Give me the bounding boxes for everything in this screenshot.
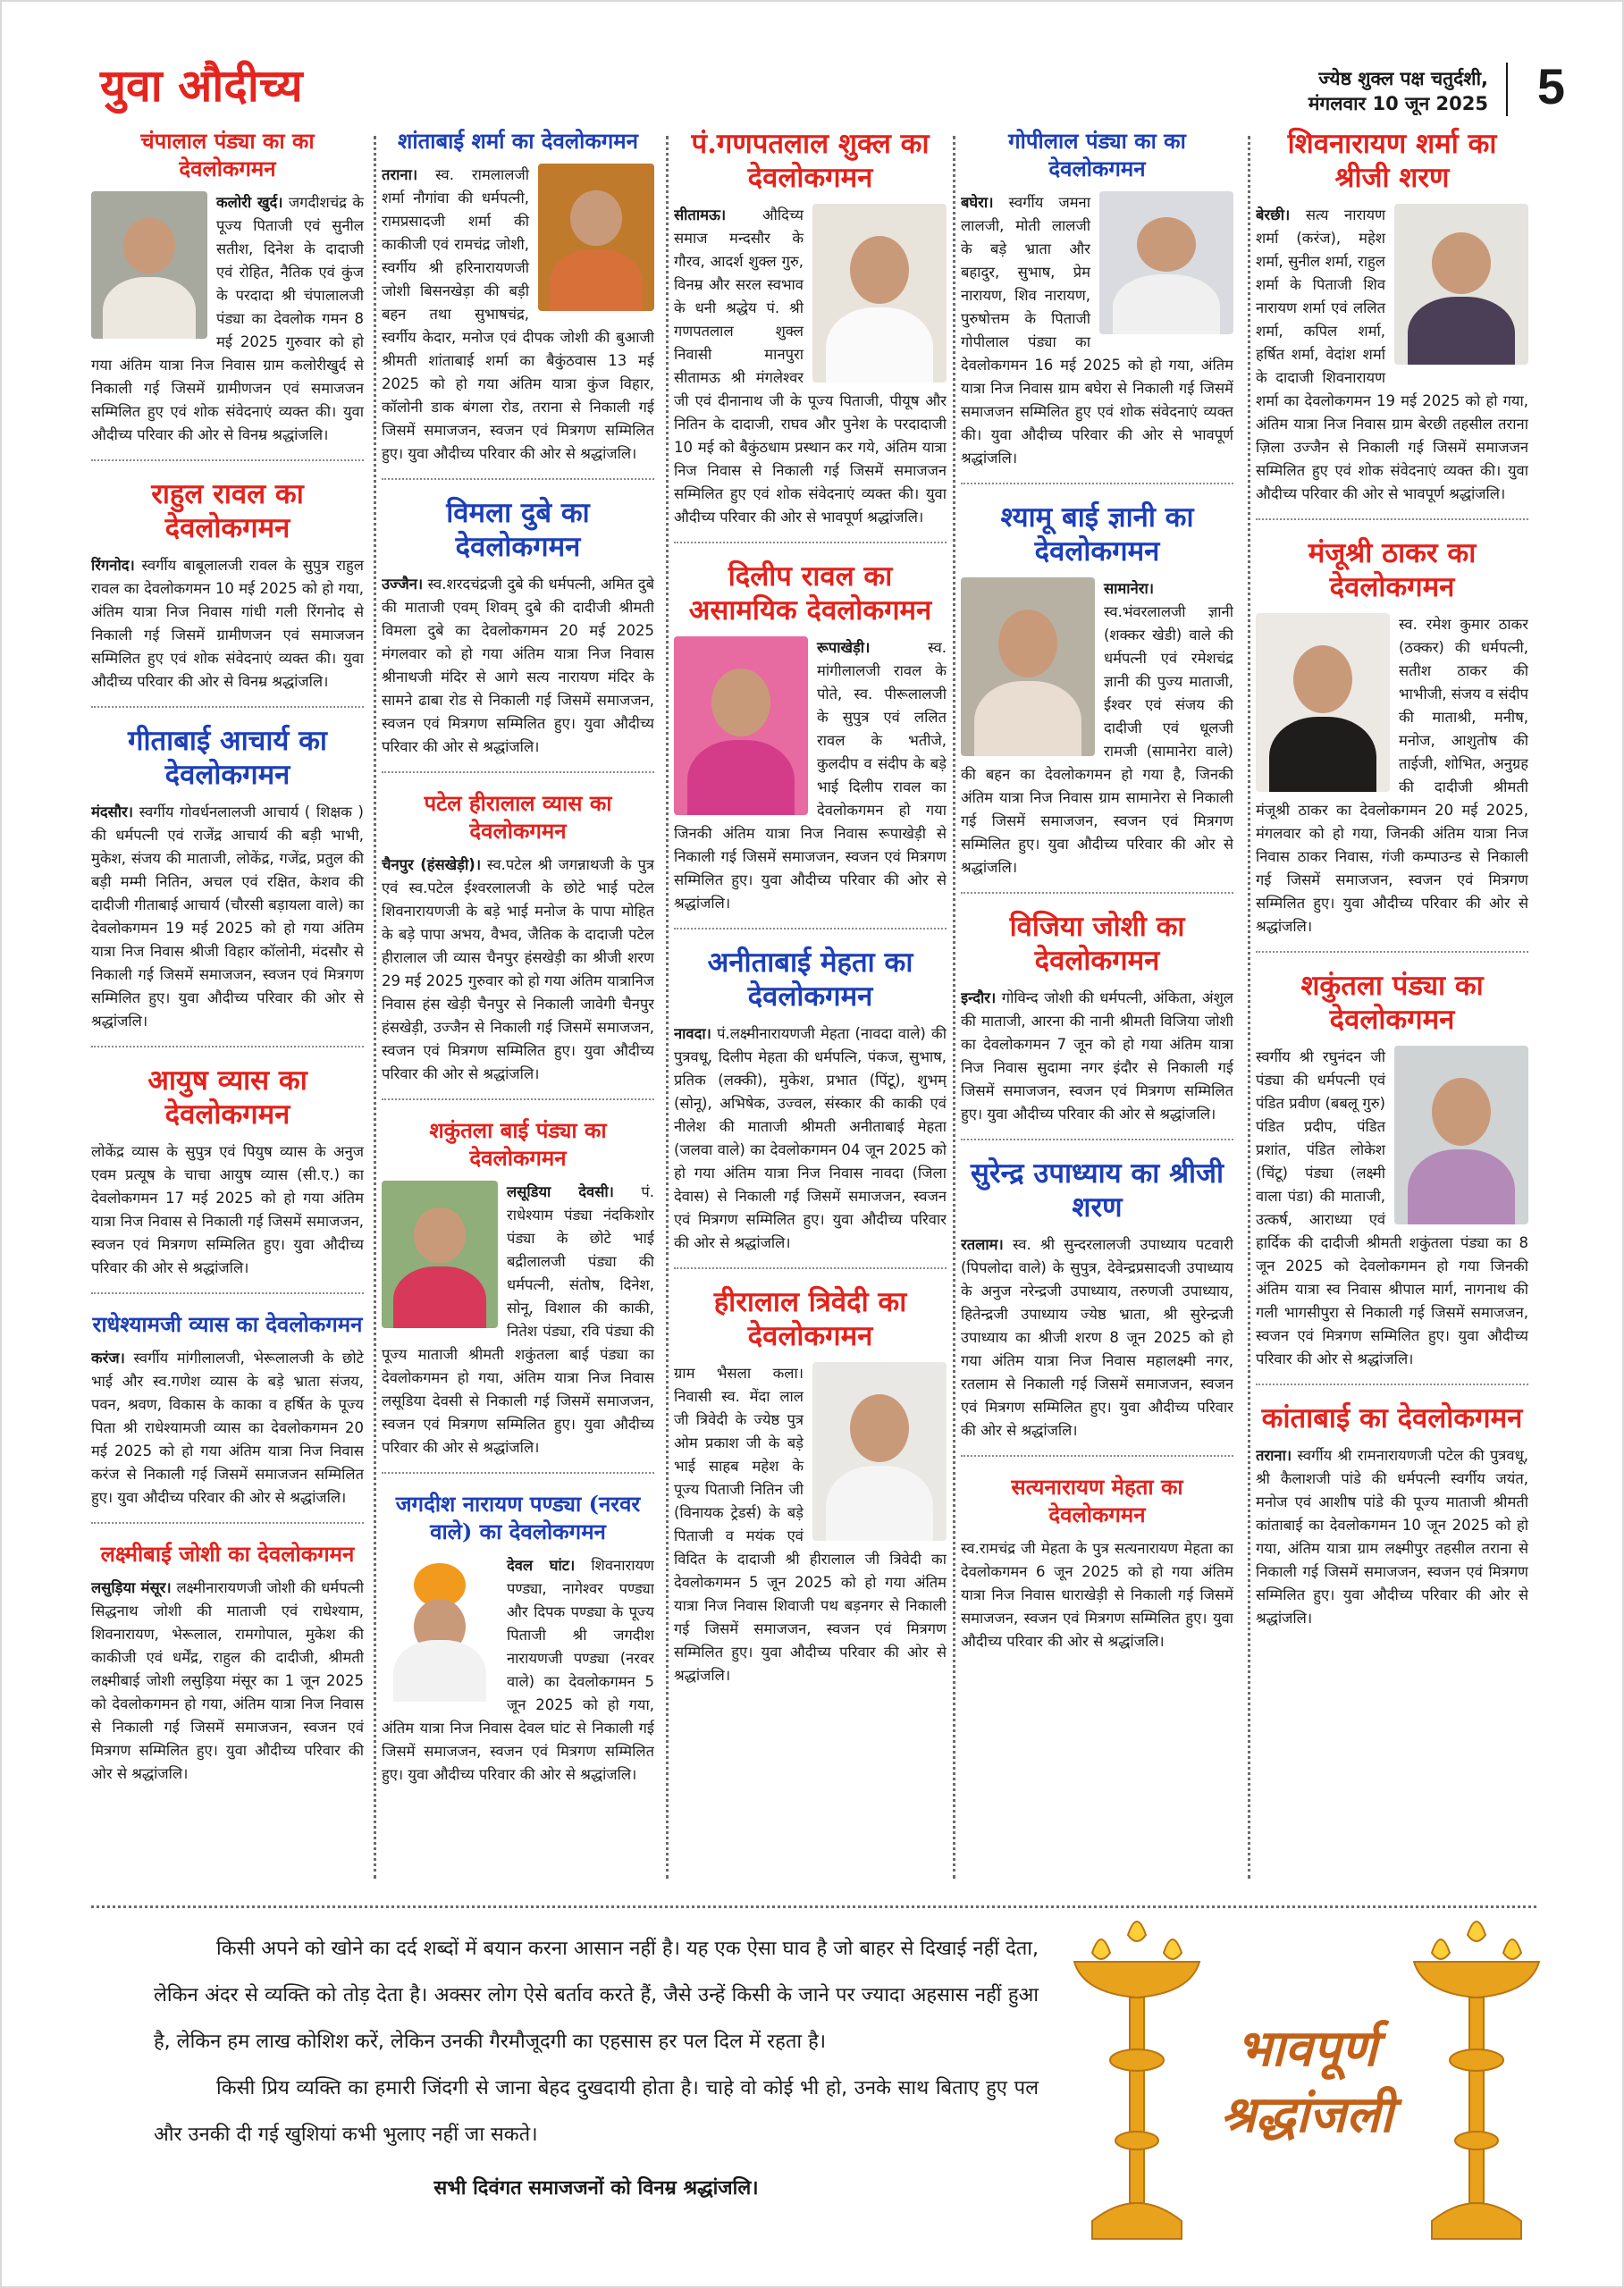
article-body: लोकेंद्र व्यास के सुपुत्र एवं पियुष व्यास के अनुज एवम प्रत्यूष के चाचा आयुष व्यास (सी.ए.) का देवलोकगमन 17 मई 2025 को हो गया अंतिम यात्रा निज निवास से निकाली गई जिसमें समाजजन, स्वजन एवं मित्रगण सम्मिलित हुए। युवा औदीच्य परिवार की ओर से श्रद्धांजलि। bbox=[91, 1143, 364, 1276]
tribute-banner bbox=[1146, 2015, 1468, 2148]
portrait-photo bbox=[382, 1181, 498, 1328]
article-body: उज्जैन। स्व.शरदचंद्रजी दुबे की धर्मपत्नी, अमित दुबे की माताजी एवम् शिवम् दुबे की दादीजी श्रीमती विमला दुबे का देवलोकगमन 20 मई 2025 मंगलवार को हो गया अंतिम यात्रा निज निवास श्रीनाथजी मंदिर से आगे सत्य नारायण मंदिर के सामने ढाबा रोड से निकाली गई जिसमें समाजजन, स्वजन एवं मित्रगण सम्मिलित हुए। युवा औदीच्य परिवार की ओर से श्रद्धांजलि। bbox=[382, 576, 654, 755]
masthead: युवा औदीच्य bbox=[100, 59, 303, 112]
banner-line-2: श्रद्धांजली bbox=[1220, 2085, 1393, 2144]
article-body: बघेरा। स्वर्गीय जमना लालजी, मोती लालजी के बड़े भ्राता और बहादुर, सुभाष, प्रेम नारायण, शिव नारायण, पुरुषोत्तम के पिताजी गोपीलाल पंड्या का देवलोकगमन 16 मई 2025 को हो गया, अंतिम यात्रा निज निवास ग्राम बघेरा से निकाली गई जिसमें समाजजन सम्मिलित हुए एवं शोक संवेदनाएं व्यक्त की। युवा औदीच्य परिवार की ओर से भावपूर्ण श्रद्धांजलि। bbox=[961, 194, 1233, 467]
portrait-photo bbox=[961, 577, 1095, 756]
obituary-article bbox=[961, 910, 1233, 1140]
article-body: रूपाखेड़ी। स्व. मांगीलालजी रावल के पोते, स्व. पीरूलालजी के सुपुत्र एवं ललित रावल के भतीजे, कुलदीप व संदीप के बड़े भाई दिलीप रावल का देवलोकगमन हो गया जिनकी अंतिम यात्रा निज निवास रूपाखेड़ी से निकाली गई जिसमें समाजजन, स्वजन एवं मित्रगण सम्मिलित हुए। युवा औदीच्य परिवार की ओर से श्रद्धांजलि। bbox=[674, 639, 947, 912]
obituary-article bbox=[961, 1473, 1233, 1666]
article-body: इन्दौर। गोविन्द जोशी की धर्मपत्नी, अंकिता, अंशुल की माताजी, आरना की नानी श्रीमती विजिया जोशी का देवलोकगमन 7 जून को हो गया अंतिम यात्रा निज निवास सुदामा नगर इंदौर से निकाली गई जिसमें समाजजन, स्वजन एवं मित्रगण सम्मिलित हुए। युवा औदीच्य परिवार की ओर से श्रद्धांजलि। bbox=[961, 989, 1233, 1123]
obituary-article bbox=[961, 500, 1233, 894]
obituary-article bbox=[91, 477, 364, 708]
obituary-article bbox=[674, 1285, 947, 1700]
obituary-article bbox=[91, 127, 364, 461]
article-title: शिवनारायण शर्मा का श्रीजी शरण bbox=[1287, 128, 1497, 194]
article-body: सामानेरा। स्व.भंवरलालजी ज्ञानी (शक्कर खेडी) वाले की धर्मपत्नी एवं रमेशचंद्र ज्ञानी की पुज्य माताजी, ईश्वर एवं संजय की दादीजी एवं धूलजी रामजी (सामानेरा वाले) की बहन का देवलोकगमन हो गया है, जिनकी अंतिम यात्रा निज निवास ग्राम सामानेरा से निकाली गई जिसमें समाजजन, स्वजन एवं मित्रगण सम्मिलित हुए। युवा औदीच्य परिवार की ओर से श्रद्धांजलि। bbox=[961, 580, 1233, 876]
article-title: चंपालाल पंड्या का का देवलोकगमन bbox=[140, 128, 315, 181]
article-body: रतलाम। स्व. श्री सुन्दरलालजी उपाध्याय पटवारी (पिपलोदा वाले) के सुपुत्र, देवेन्द्रप्रसादजी उपाध्याय के अनुज नरेन्द्रजी उपाध्याय, तरुणजी उपाध्याय, हितेन्द्रजी उपाध्याय ज्येष्ठ भ्राता, श्री सुरेन्द्रजी उपाध्याय का श्रीजी शरण 8 जून 2025 को हो गया अंतिम यात्रा निज निवास महालक्ष्मी नगर, रतलाम से निकाली गई जिसमें समाजजन, स्वजन एवं मित्रगण सम्मिलित हुए। युवा औदीच्य परिवार की ओर से श्रद्धांजलि। bbox=[961, 1236, 1233, 1439]
portrait-photo bbox=[812, 204, 947, 383]
article-body: बेरछी। सत्य नारायण शर्मा (करंज), महेश शर्मा, सुनील शर्मा, राहुल शर्मा के पिताजी शिव नारायण शर्मा एवं ललित शर्मा, कपिल शर्मा, हर्षित शर्मा, वेदांश शर्मा के दादाजी शिवनारायण शर्मा का देवलोकगमन 19 मई 2025 को हो गया, अंतिम यात्रा निज निवास ग्राम बेरछी तहसील तराना ज़िला उज्जैन से निकाली गई जिसमें समाजजन सम्मिलित हुए एवं शोक संवेदनाएं व्यक्त की। युवा औदीच्य परिवार की ओर से भावपूर्ण श्रद्धांजलि। bbox=[1256, 206, 1528, 502]
dateline bbox=[1308, 66, 1488, 116]
tribute-text bbox=[154, 1926, 1039, 2212]
obituary-article bbox=[91, 724, 364, 1047]
portrait-photo bbox=[1256, 613, 1390, 792]
portrait-photo bbox=[1099, 191, 1233, 334]
article-title: आयुष व्यास का देवलोकगमन bbox=[147, 1064, 307, 1131]
column-2 bbox=[382, 127, 654, 1888]
date-line-2: मंगलवार 10 जून 2025 bbox=[1308, 93, 1488, 114]
column-4 bbox=[961, 127, 1233, 1888]
portrait-photo bbox=[1394, 1046, 1528, 1224]
obituary-article bbox=[382, 1116, 654, 1474]
article-title: विमला दुबे का देवलोकगमन bbox=[446, 497, 590, 563]
obituary-article bbox=[1256, 969, 1528, 1385]
article-title: शकुंतला पंड्या का देवलोकगमन bbox=[1300, 970, 1484, 1036]
column-separator bbox=[666, 136, 669, 1879]
obituary-article bbox=[674, 127, 947, 543]
obituary-article bbox=[1256, 1401, 1528, 1643]
obituary-article bbox=[674, 946, 947, 1269]
article-body: तराना। स्वर्गीय श्री रामनारायणजी पटेल की पुत्रवधू, श्री कैलाशजी पांडे की धर्मपत्नी स्वर्गीय जयंत, मनोज एवं आशीष पांडे की पूज्य माताजी श्रीमती कांताबाई का देवलोकगमन 10 जून 2025 को हो गया, अंतिम यात्रा ग्राम लक्ष्मीपुर तहसील तराना से निकाली गई जिसमें समाजजन, स्वजन एवं मित्रगण सम्मिलित हुए। युवा औदीच्य परिवार की ओर से श्रद्धांजलि। bbox=[1256, 1447, 1528, 1627]
article-title: सुरेन्द्र उपाध्याय का श्रीजी शरण bbox=[970, 1157, 1224, 1224]
article-title: मंजूश्री ठाकर का देवलोकगमन bbox=[1308, 537, 1477, 603]
article-title: हीरालाल त्रिवेदी का देवलोकगमन bbox=[713, 1286, 907, 1352]
article-title: शांताबाई शर्मा का देवलोकगमन bbox=[398, 128, 638, 154]
article-title: दिलीप रावल का असामयिक देवलोकगमन bbox=[688, 560, 932, 627]
column-separator bbox=[1248, 136, 1250, 1879]
obituary-article bbox=[382, 1490, 654, 1799]
column-5 bbox=[1256, 127, 1528, 1888]
article-body: ग्राम भैसला कला। निवासी स्व. मेंदा लाल जी त्रिवेदी के ज्येष्ठ पुत्र ओम प्रकाश जी के बड़े भाई साहब महेश के पूज्य पिताजी नितिन जी (विनायक ट्रेडर्स) के बड़े पिताजी व मयंक एवं विदित के दादाजी श्री हीरालाल जी त्रिवेदी का देवलोकगमन 5 जून 2025 को हो गया अंतिम यात्रा निज निवास शिवाजी पथ बड़नगर से निकाली गई जिसमें समाजजन, स्वजन एवं मित्रगण सम्मिलित हुए। युवा औदीच्य परिवार की ओर से श्रद्धांजलि। bbox=[674, 1365, 947, 1684]
article-title: अनीताबाई मेहता का देवलोकगमन bbox=[707, 946, 913, 1013]
article-body: लसूडिया देवसी। पं. राधेश्याम पंड्या नंदकिशोर पंड्या के छोटे भाई बद्रीलालजी पंड्या की धर्मपत्नी, संतोष, दिनेश, सोनू, विशाल की काकी, नितेश पंड्या, रवि पंड्या की पूज्य माताजी श्रीमती शकुंतला बाई पंड्या का देवलोकगमन हो गया, अंतिम यात्रा निज निवास लसूडिया देवसी से निकाली गई जिसमें समाजजन, स्वजन एवं मित्रगण सम्मिलित हुए। युवा औदीच्य परिवार की ओर से श्रद्धांजलि। bbox=[382, 1183, 654, 1456]
portrait-photo bbox=[382, 1554, 498, 1702]
article-title: राहुल रावल का देवलोकगमन bbox=[151, 478, 304, 544]
tribute-section bbox=[91, 1905, 1536, 2272]
article-title: राधेश्यामजी व्यास का देवलोकगमन bbox=[92, 1311, 363, 1337]
column-1 bbox=[91, 127, 364, 1888]
tribute-paragraph: किसी प्रिय व्यक्ति का हमारी जिंदगी से जाना बेहद दुखदायी होता है। चाहे वो कोई भी हो, उनके साथ बिताए हुए पल और उनकी दी गई खुशियां कभी भुलाए नहीं जा सकते। bbox=[154, 2077, 1039, 2146]
article-body: स्वर्गीय श्री रघुनंदन जी पंड्या की धर्मपत्नी एवं पंडित प्रवीण (बबलू गुरु) पंडित प्रदीप, पंडित प्रशांत, पंडित लोकेश (चिंटू) पंड्या (लक्ष्मी वाला पंडा) की माताजी, उत्कर्ष, आराध्या एवं हार्दिक की दादीजी श्रीमती शकुंतला पंड्या का 8 जून 2025 को देवलोकगमन हो गया जिनकी अंतिम यात्रा स्व निवास श्रीपाल मार्ग, नागनाथ की गली भागसीपुरा से निकाली गई जिसमें समाजजन, स्वजन एवं मित्रगण सम्मिलित हुए। युवा औदीच्य परिवार की ओर से श्रद्धांजलि। bbox=[1256, 1048, 1528, 1367]
article-title: गीताबाई आचार्य का देवलोकगमन bbox=[128, 725, 327, 791]
article-title: सत्यनारायण मेहता का देवलोकगमन bbox=[1011, 1474, 1183, 1527]
obituary-article bbox=[382, 127, 654, 480]
article-body: स्व. रमेश कुमार ठाकर (ठक्कर) की धर्मपत्नी, सतीश ठाकर की भाभीजी, संजय व संदीप की माताश्री, मनीष, मनोज, आशुतोष की ताईजी, शोभित, अनुग्रह की दादीजी श्रीमती मंजूश्री ठाकर का देवलोकगमन 20 मई 2025, मंगलवार को हो गया, जिनकी अंतिम यात्रा निज निवास ठाकर निवास, गंजी कम्पाउन्ड से निकाली गई जिसमें समाजजन, स्वजन एवं मित्रगण सम्मिलित हुए। युवा औदीच्य परिवार की ओर से श्रद्धांजलि। bbox=[1256, 616, 1528, 935]
article-body: कलोरी खुर्द। जगदीशचंद्र के पूज्य पिताजी एवं सुनील सतीश, दिनेश के दादाजी एवं रोहित, नैतिक एवं कुंज के परदादा श्री चंपालालजी पंड्या का देवलोक गमन 8 मई 2025 गुरुवार को हो गया अंतिम यात्रा निज निवास ग्राम कलोरीखुर्द से निकाली गई जिसमें ग्रामीणजन एवं समाजजन सम्मिलित हुए एवं शोक संवेदनाएं व्यक्त की। युवा औदीच्य परिवार की ओर से विनम्र श्रद्धांजलि। bbox=[91, 194, 364, 443]
article-body: लसुड़िया मंसूर। लक्ष्मीनारायणजी जोशी की धर्मपत्नी सिद्धनाथ जोशी की माताजी एवं राधेश्याम, शिवनारायण, भेरूलाल, रामगोपाल, मुकेश की काकीजी एवं धर्मेंद्र, राहुल की दादीजी, श्रीमती लक्ष्मीबाई जोशी लसुड़िया मंसूर का 1 जून 2025 को देवलोकगमन हो गया, अंतिम यात्रा निज निवास से निकाली गई जिसमें समाजजन, स्वजन एवं मित्रगण सम्मिलित हुए। युवा औदीच्य परिवार की ओर से श्रद्धांजलि। bbox=[91, 1579, 364, 1782]
article-body: देवल घांट। शिवनारायण पण्ड्या, नागेश्वर पण्ड्या और दिपक पण्ड्या के पूज्य पिताजी श्री जगदीश नारायणजी पण्ड्या (नरवर वाले) का देवलोकगमन 5 जून 2025 को हो गया, अंतिम यात्रा निज निवास देवल घांट से निकाली गई जिसमें समाजजन, स्वजन एवं मित्रगण सम्मिलित हुए। युवा औदीच्य परिवार की ओर से श्रद्धांजलि। bbox=[382, 1557, 654, 1783]
tribute-paragraph: किसी अपने को खोने का दर्द शब्दों में बयान करना आसान नहीं है। यह एक ऐसा घाव है जो बाहर से दिखाई नहीं देता, लेकिन अंदर से व्यक्ति को तोड़ देता है। अक्सर लोग ऐसे बर्ताव करते हैं, जैसे उन्हें किसी के जाने पर ज्यादा अहसास नहीं हुआ है, लेकिन हम लाख कोशिश करें, लेकिन उनकी गैरमौजूदगी का एहसास हर पल दिल में रहता है। bbox=[154, 1938, 1039, 2053]
obituary-article bbox=[382, 789, 654, 1100]
column-separator bbox=[953, 136, 955, 1879]
portrait-photo bbox=[1394, 204, 1528, 365]
portrait-photo bbox=[812, 1362, 947, 1541]
obituary-article bbox=[382, 496, 654, 773]
obituary-article bbox=[674, 559, 947, 930]
portrait-photo bbox=[674, 636, 808, 815]
article-title: कांताबाई का देवलोकगमन bbox=[1261, 1402, 1523, 1434]
portrait-photo bbox=[91, 191, 207, 339]
obituary-article bbox=[961, 1157, 1233, 1457]
article-title: जगदीश नारायण पण्ड्या (नरवर वाले) का देवलोकगमन bbox=[395, 1491, 641, 1544]
article-body: रिंगनोद। स्वर्गीय बाबूलालजी रावल के सुपुत्र राहुल रावल का देवलोकगमन 10 मई 2025 को हो गया, अंतिम यात्रा निज निवास गांधी गली रिंगनोद से निकाली गई जिसमें ग्रामीणजन एवं समाजजन सम्मिलित हुए एवं शोक संवेदनाएं व्यक्त की। युवा औदीच्य परिवार की ओर से विनम्र श्रद्धांजलि। bbox=[91, 557, 364, 690]
article-title: पटेल हीरालाल व्यास का देवलोकगमन bbox=[424, 790, 612, 844]
column-separator bbox=[374, 136, 376, 1879]
article-body: मंदसौर। स्वर्गीय गोवर्धनलालजी आचार्य ( शिक्षक ) की धर्मपत्नी एवं राजेंद्र आचार्य की बड़ी भाभी, मुकेश, संजय की माताजी, लोकेंद्र, गजेंद्र, प्रतुल की बड़ी मम्मी नितिन, अचल एवं रक्षित, केशव की दादीजी गीताबाई आचार्य (चौरसी बड़ायला वाले) का देवलोकगमन 19 मई 2025 को हो गया अंतिम यात्रा निज निवास श्रीजी विहार कॉलोनी, मंदसौर से निकाली गई जिसमें समाजजन, स्वजन एवं मित्रगण सम्मिलित हुए। युवा औदीच्य परिवार की ओर से श्रद्धांजलि। bbox=[91, 803, 364, 1030]
page-number: 5 bbox=[1536, 58, 1565, 114]
obituary-article bbox=[1256, 536, 1528, 953]
column-3 bbox=[674, 127, 947, 1888]
obituary-article bbox=[91, 1540, 364, 1798]
obituary-article bbox=[91, 1064, 364, 1294]
article-title: श्यामू बाई ज्ञानी का देवलोकगमन bbox=[1000, 501, 1194, 568]
banner-line-1: भावपूर्ण bbox=[1236, 2019, 1377, 2078]
article-title: लक्ष्मीबाई जोशी का देवलोकगमन bbox=[100, 1541, 355, 1567]
article-body: चैनपुर (हंसखेड़ी)। स्व.पटेल श्री जगन्नाथजी के पुत्र एवं स्व.पटेल ईश्वरलालजी के छोटे भाई पटेल शिवनारायणजी के बड़े भाई मनोज के पापा मोहित के बड़े पापा अभय, वैभव, जैतिक के दादाजी पटेल हीरालाल जी व्यास चैनपुर हंसखेड़ी का श्रीजी शरण 29 मई 2025 गुरुवार को हो गया अंतिम यात्रानिज निवास हंस खेड़ी चैनपुर से निकाली जावेगी चैनपुर हंसखेड़ी, उज्जैन से निकाली गई जिसमें समाजजन, स्वजन एवं मित्रगण सम्मिलित हुए। युवा औदीच्य परिवार की ओर से श्रद्धांजलि। bbox=[382, 856, 654, 1082]
article-title: पं.गणपतलाल शुक्ल का देवलोकगमन bbox=[691, 128, 930, 194]
article-title: विजिया जोशी का देवलोकगमन bbox=[1009, 911, 1185, 977]
date-line-1: ज्येष्ठ शुक्ल पक्ष चतुर्दशी, bbox=[1318, 68, 1488, 89]
article-body: नावदा। पं.लक्ष्मीनारायणजी मेहता (नावदा वाले) की पुत्रवधू, दिलीप मेहता की धर्मपत्नि, पंकज, सुभाष, प्रतिक (लक्की), मुकेश, प्रभात (पिंटू), शुभम् (सोनू), अभिषेक, उज्वल, संस्कार की काकी एवं नीलेश की माताजी श्रीमती अनीताबाई मेहता (जलवा वाले) का देवलोकगमन 04 जून 2025 को हो गया अंतिम यात्रा निज निवास नावदा (जिला देवास) से निकाली गई जिसमें समाजजन, स्वजन एवं मित्रगण सम्मिलित हुए। युवा औदीच्य परिवार की ओर से श्रद्धांजलि। bbox=[674, 1025, 947, 1251]
obituary-article bbox=[91, 1310, 364, 1524]
article-body: तराना। स्व. रामलालजी शर्मा नौगांवा की धर्मपत्नी, रामप्रसादजी शर्मा की काकीजी एवं रामचंद्र जोशी, स्वर्गीय श्री हरिनारायणजी जोशी बिसनखेड़ा की बड़ी बहन तथा सुभाषचंद्र, स्वर्गीय केदार, मनोज एवं दीपक जोशी की बुआजी श्रीमती शांताबाई शर्मा का बैकुंठवास 13 मई 2025 को हो गया अंतिम यात्रा कुंज विहार, कॉलोनी डाक बंगला रोड, तराना से निकाली गई जिसमें समाजजन, स्वजन एवं मित्रगण सम्मिलित हुए। युवा औदीच्य परिवार की ओर से श्रद्धांजलि। bbox=[382, 166, 654, 462]
article-title: गोपीलाल पंड्या का का देवलोकगमन bbox=[1008, 128, 1186, 181]
article-body: सीतामऊ। औदिच्य समाज मन्दसौर के गौरव, आदर्श शुक्ल गुरु, विनम्र और सरल स्वभाव के धनी श्रद्धेय पं. श्री गणपतलाल शुक्ल निवासी मानपुरा सीतामऊ श्री मंगलेश्वर जी एवं दीनानाथ जी के पूज्य पिताजी, पीयूष और नितिन के दादाजी, राघव और पुनेश के परदादाजी 10 मई को बैकुंठधाम प्रस्थान कर गये, अंतिम यात्रा निज निवास से निकाली गई जिसमें समाजजन सम्मिलित हुए एवं शोक संवेदनाएं व्यक्त की। युवा औदीच्य परिवार की ओर से भावपूर्ण श्रद्धांजलि। bbox=[674, 206, 947, 526]
masthead-divider bbox=[1506, 63, 1508, 116]
article-body: करंज। स्वर्गीय मांगीलालजी, भेरूलालजी के छोटे भाई और स्व.गणेश व्यास के बड़े भ्राता संजय, पवन, श्रवण, विकास के काका व हर्षित के पूज्य पिता श्री राधेश्यामजी व्यास का देवलोकगमन 20 मई 2025 को हो गया अंतिम यात्रा निज निवास करंज से निकाली गई जिसमें समाजजन सम्मिलित हुए। युवा औदीच्य परिवार की ओर से श्रद्धांजलि। bbox=[91, 1350, 364, 1506]
article-title: शकुंतला बाई पंड्या का देवलोकगमन bbox=[429, 1117, 607, 1171]
tribute-closing: सभी दिवंगत समाजजनों को विनम्र श्रद्धांजलि। bbox=[433, 2177, 759, 2200]
portrait-photo bbox=[538, 164, 654, 311]
article-body: स्व.रामचंद्र जी मेहता के पुत्र सत्यनारायण मेहता का देवलोकगमन 6 जून 2025 को हो गया अंतिम यात्रा निज निवास धाराखेड़ी से निकाली गई जिसमें समाजजन, स्वजन एवं मित्रगण सम्मिलित हुए। युवा औदीच्य परिवार की ओर से श्रद्धांजलि। bbox=[961, 1540, 1233, 1650]
obituary-article bbox=[961, 127, 1233, 484]
obituary-article bbox=[1256, 127, 1528, 520]
